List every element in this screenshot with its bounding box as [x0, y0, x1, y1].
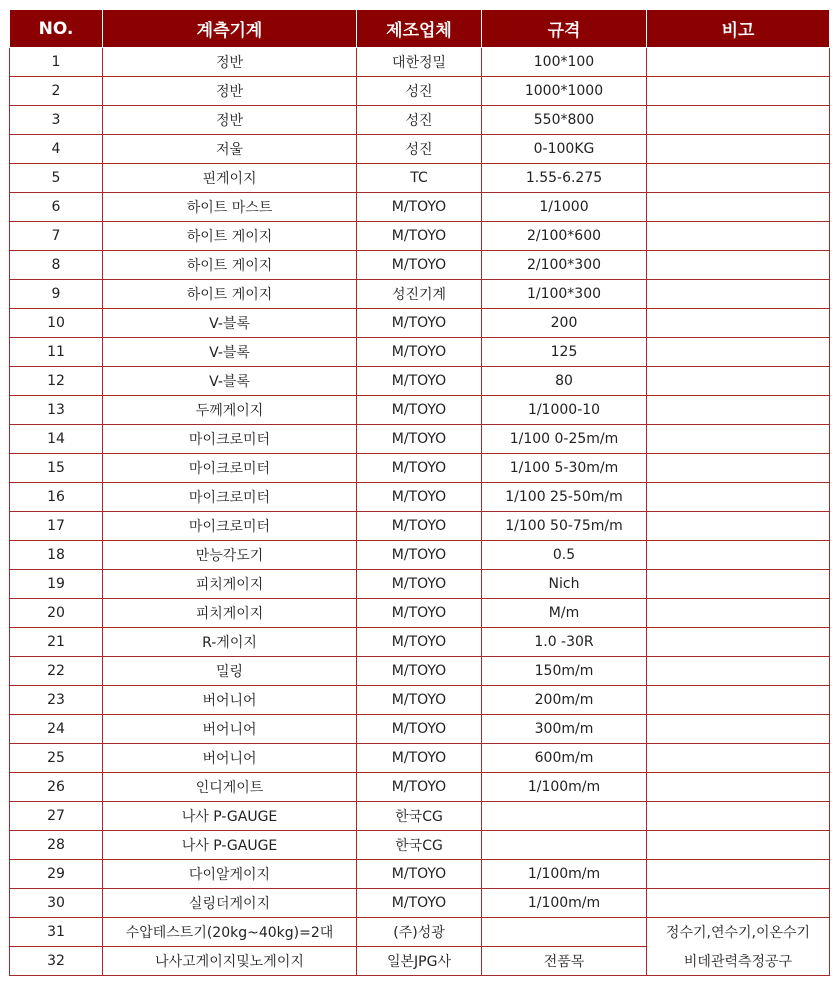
cell-specification: 1/100*300	[482, 280, 647, 309]
cell-note	[647, 628, 830, 657]
cell-instrument-name: V-블록	[103, 309, 357, 338]
cell-instrument-name: 피치게이지	[103, 599, 357, 628]
cell-note	[647, 889, 830, 918]
cell-manufacturer: 일본JPG사	[357, 947, 482, 976]
cell-note: 정수기,연수기,이온수기	[647, 918, 830, 947]
cell-no: 5	[10, 164, 103, 193]
cell-specification	[482, 831, 647, 860]
cell-instrument-name: 정반	[103, 77, 357, 106]
cell-no: 27	[10, 802, 103, 831]
table-row	[10, 860, 830, 889]
cell-specification: 1/100m/m	[482, 860, 647, 889]
cell-instrument-name: R-게이지	[103, 628, 357, 657]
cell-note	[647, 454, 830, 483]
cell-no: 19	[10, 570, 103, 599]
header-instrument-name: 계측기계	[103, 10, 357, 48]
cell-manufacturer: 한국CG	[357, 802, 482, 831]
table-row	[10, 744, 830, 773]
cell-manufacturer: 성진	[357, 135, 482, 164]
cell-manufacturer: M/TOYO	[357, 338, 482, 367]
cell-manufacturer: M/TOYO	[357, 222, 482, 251]
cell-instrument-name: 두께게이지	[103, 396, 357, 425]
cell-note	[647, 512, 830, 541]
cell-note	[647, 48, 830, 77]
cell-instrument-name: 하이트 마스트	[103, 193, 357, 222]
cell-specification: 0-100KG	[482, 135, 647, 164]
cell-no: 24	[10, 715, 103, 744]
cell-manufacturer: M/TOYO	[357, 744, 482, 773]
cell-note: 비데관력측정공구	[647, 947, 830, 976]
cell-note	[647, 309, 830, 338]
cell-no: 15	[10, 454, 103, 483]
cell-note	[647, 773, 830, 802]
cell-instrument-name: 인디게이트	[103, 773, 357, 802]
cell-no: 4	[10, 135, 103, 164]
table-row	[10, 48, 830, 77]
cell-instrument-name: 피치게이지	[103, 570, 357, 599]
cell-instrument-name: 저울	[103, 135, 357, 164]
table-row	[10, 628, 830, 657]
table-row	[10, 773, 830, 802]
table-row	[10, 338, 830, 367]
cell-no: 31	[10, 918, 103, 947]
cell-no: 30	[10, 889, 103, 918]
cell-specification: 1.0 -30R	[482, 628, 647, 657]
table-row	[10, 831, 830, 860]
table-row	[10, 222, 830, 251]
cell-specification: M/m	[482, 599, 647, 628]
cell-no: 13	[10, 396, 103, 425]
cell-specification: 200	[482, 309, 647, 338]
cell-specification: 1000*1000	[482, 77, 647, 106]
cell-note	[647, 425, 830, 454]
cell-no: 23	[10, 686, 103, 715]
cell-manufacturer: M/TOYO	[357, 599, 482, 628]
cell-manufacturer: M/TOYO	[357, 773, 482, 802]
cell-no: 3	[10, 106, 103, 135]
cell-note	[647, 106, 830, 135]
instrument-table	[9, 9, 830, 976]
cell-specification: 1/1000	[482, 193, 647, 222]
cell-specification	[482, 802, 647, 831]
cell-note	[647, 222, 830, 251]
cell-no: 8	[10, 251, 103, 280]
cell-manufacturer: M/TOYO	[357, 686, 482, 715]
cell-specification: 1/100m/m	[482, 889, 647, 918]
cell-no: 12	[10, 367, 103, 396]
cell-note	[647, 802, 830, 831]
cell-instrument-name: 하이트 게이지	[103, 280, 357, 309]
cell-manufacturer: M/TOYO	[357, 193, 482, 222]
table-body	[10, 48, 830, 976]
cell-specification: 0.5	[482, 541, 647, 570]
table-row	[10, 512, 830, 541]
table-row	[10, 135, 830, 164]
cell-note	[647, 831, 830, 860]
header-row	[10, 10, 830, 48]
cell-no: 25	[10, 744, 103, 773]
cell-manufacturer: M/TOYO	[357, 425, 482, 454]
cell-instrument-name: 다이알게이지	[103, 860, 357, 889]
cell-manufacturer: M/TOYO	[357, 628, 482, 657]
table-row	[10, 106, 830, 135]
cell-manufacturer: M/TOYO	[357, 889, 482, 918]
cell-instrument-name: 정반	[103, 48, 357, 77]
cell-note	[647, 135, 830, 164]
cell-instrument-name: V-블록	[103, 338, 357, 367]
cell-no: 1	[10, 48, 103, 77]
header-note: 비고	[647, 10, 830, 48]
cell-specification: 2/100*600	[482, 222, 647, 251]
cell-manufacturer: M/TOYO	[357, 570, 482, 599]
cell-note	[647, 338, 830, 367]
cell-no: 29	[10, 860, 103, 889]
cell-manufacturer: M/TOYO	[357, 541, 482, 570]
table-row	[10, 425, 830, 454]
table-row	[10, 193, 830, 222]
cell-note	[647, 541, 830, 570]
cell-no: 10	[10, 309, 103, 338]
cell-instrument-name: 버어니어	[103, 715, 357, 744]
table-row	[10, 599, 830, 628]
cell-no: 11	[10, 338, 103, 367]
table-row	[10, 889, 830, 918]
cell-instrument-name: 버어니어	[103, 744, 357, 773]
cell-specification: 200m/m	[482, 686, 647, 715]
cell-manufacturer: M/TOYO	[357, 251, 482, 280]
cell-note	[647, 280, 830, 309]
cell-no: 7	[10, 222, 103, 251]
cell-note	[647, 570, 830, 599]
header-manufacturer: 제조업체	[357, 10, 482, 48]
table-row	[10, 454, 830, 483]
cell-no: 6	[10, 193, 103, 222]
cell-specification: 150m/m	[482, 657, 647, 686]
cell-manufacturer: (주)성광	[357, 918, 482, 947]
cell-specification: 1.55-6.275	[482, 164, 647, 193]
cell-instrument-name: 밀링	[103, 657, 357, 686]
table-row	[10, 541, 830, 570]
cell-specification: 600m/m	[482, 744, 647, 773]
cell-specification	[482, 918, 647, 947]
cell-manufacturer: M/TOYO	[357, 367, 482, 396]
table-row	[10, 802, 830, 831]
cell-specification: 2/100*300	[482, 251, 647, 280]
cell-instrument-name: 나사 P-GAUGE	[103, 831, 357, 860]
cell-instrument-name: 핀게이지	[103, 164, 357, 193]
cell-manufacturer: 성진기계	[357, 280, 482, 309]
cell-no: 14	[10, 425, 103, 454]
cell-manufacturer: 대한정밀	[357, 48, 482, 77]
table-row	[10, 570, 830, 599]
cell-manufacturer: 성진	[357, 77, 482, 106]
table-row	[10, 715, 830, 744]
cell-instrument-name: 만능각도기	[103, 541, 357, 570]
table-row	[10, 251, 830, 280]
cell-note	[647, 657, 830, 686]
cell-specification: 1/1000-10	[482, 396, 647, 425]
cell-instrument-name: 마이크로미터	[103, 483, 357, 512]
cell-no: 21	[10, 628, 103, 657]
cell-instrument-name: 수압테스트기(20kg~40kg)=2대	[103, 918, 357, 947]
cell-specification: 1/100 50-75m/m	[482, 512, 647, 541]
cell-note	[647, 77, 830, 106]
cell-manufacturer: M/TOYO	[357, 715, 482, 744]
cell-manufacturer: M/TOYO	[357, 483, 482, 512]
cell-no: 17	[10, 512, 103, 541]
table-header	[10, 10, 830, 48]
cell-instrument-name: 마이크로미터	[103, 454, 357, 483]
cell-specification: 550*800	[482, 106, 647, 135]
cell-manufacturer: M/TOYO	[357, 860, 482, 889]
cell-specification: Nich	[482, 570, 647, 599]
cell-specification: 80	[482, 367, 647, 396]
cell-manufacturer: M/TOYO	[357, 309, 482, 338]
table-row	[10, 483, 830, 512]
cell-manufacturer: M/TOYO	[357, 396, 482, 425]
table-row	[10, 396, 830, 425]
table-row	[10, 947, 830, 976]
cell-specification: 300m/m	[482, 715, 647, 744]
table-row	[10, 657, 830, 686]
cell-instrument-name: 마이크로미터	[103, 425, 357, 454]
cell-no: 9	[10, 280, 103, 309]
table-row	[10, 686, 830, 715]
cell-instrument-name: 나사고게이지및노게이지	[103, 947, 357, 976]
cell-instrument-name: 버어니어	[103, 686, 357, 715]
cell-specification: 전품목	[482, 947, 647, 976]
cell-specification: 1/100 0-25m/m	[482, 425, 647, 454]
cell-no: 28	[10, 831, 103, 860]
cell-manufacturer: 한국CG	[357, 831, 482, 860]
cell-note	[647, 715, 830, 744]
cell-note	[647, 164, 830, 193]
cell-manufacturer: M/TOYO	[357, 657, 482, 686]
cell-no: 22	[10, 657, 103, 686]
cell-specification: 1/100m/m	[482, 773, 647, 802]
cell-no: 20	[10, 599, 103, 628]
cell-note	[647, 193, 830, 222]
cell-no: 32	[10, 947, 103, 976]
cell-note	[647, 744, 830, 773]
cell-note	[647, 251, 830, 280]
table-row	[10, 77, 830, 106]
header-no: NO.	[10, 10, 103, 48]
cell-no: 2	[10, 77, 103, 106]
cell-manufacturer: M/TOYO	[357, 454, 482, 483]
cell-specification: 1/100 5-30m/m	[482, 454, 647, 483]
cell-instrument-name: 실링더게이지	[103, 889, 357, 918]
cell-instrument-name: 마이크로미터	[103, 512, 357, 541]
cell-instrument-name: V-블록	[103, 367, 357, 396]
table-row	[10, 280, 830, 309]
table-row	[10, 309, 830, 338]
cell-no: 16	[10, 483, 103, 512]
cell-note	[647, 483, 830, 512]
cell-note	[647, 860, 830, 889]
cell-specification: 100*100	[482, 48, 647, 77]
cell-instrument-name: 나사 P-GAUGE	[103, 802, 357, 831]
cell-instrument-name: 정반	[103, 106, 357, 135]
cell-note	[647, 599, 830, 628]
cell-note	[647, 686, 830, 715]
cell-note	[647, 367, 830, 396]
cell-specification: 125	[482, 338, 647, 367]
table-row	[10, 164, 830, 193]
cell-manufacturer: TC	[357, 164, 482, 193]
cell-note	[647, 396, 830, 425]
cell-manufacturer: M/TOYO	[357, 512, 482, 541]
cell-instrument-name: 하이트 게이지	[103, 251, 357, 280]
table-row	[10, 367, 830, 396]
cell-instrument-name: 하이트 게이지	[103, 222, 357, 251]
table-row	[10, 918, 830, 947]
cell-no: 26	[10, 773, 103, 802]
header-specification: 규격	[482, 10, 647, 48]
cell-specification: 1/100 25-50m/m	[482, 483, 647, 512]
cell-manufacturer: 성진	[357, 106, 482, 135]
cell-no: 18	[10, 541, 103, 570]
